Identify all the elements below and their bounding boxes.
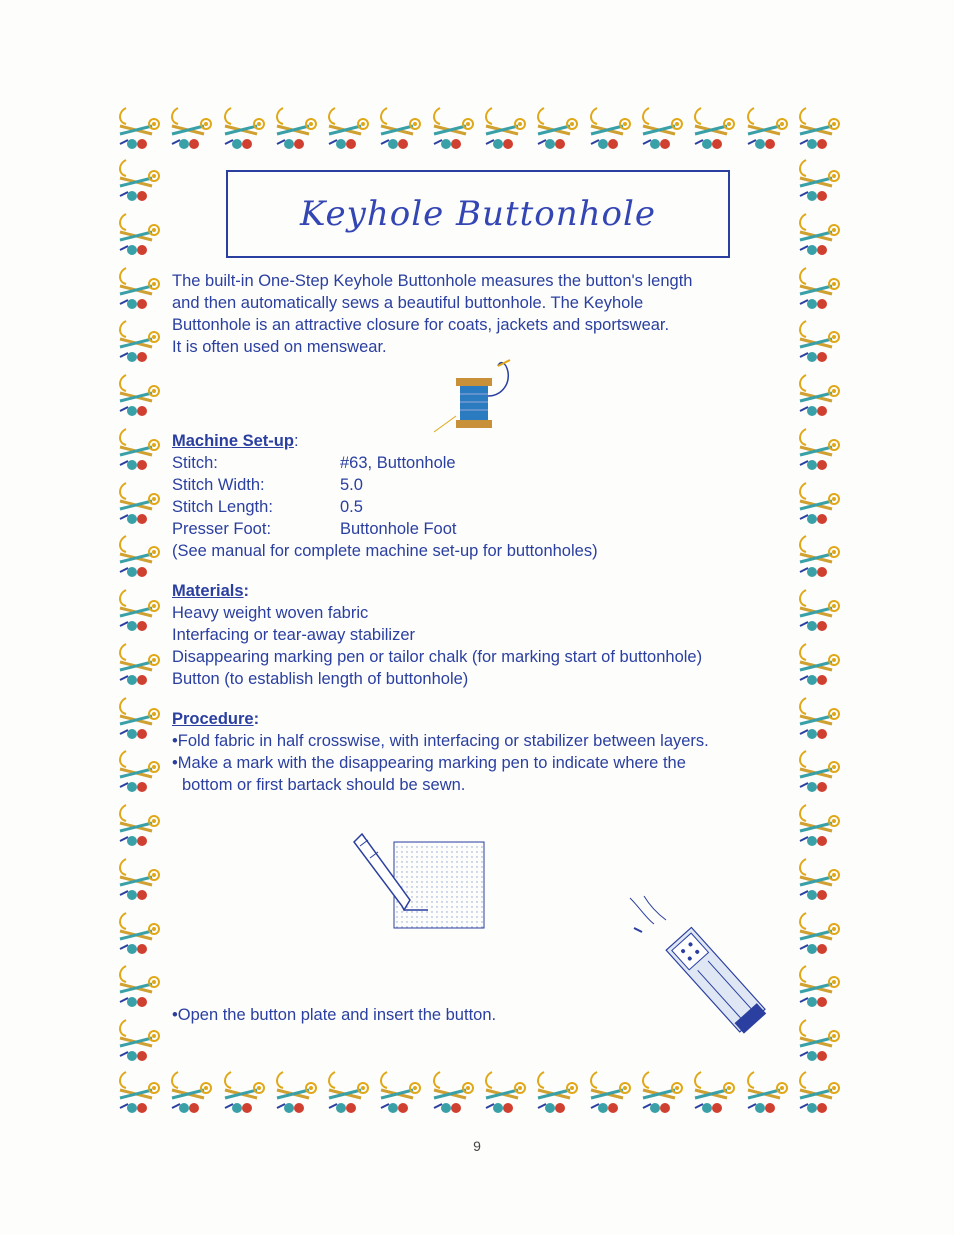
- scissors-border-icon: [792, 210, 844, 262]
- scissors-border-icon: [217, 1068, 269, 1120]
- scissors-border-icon: [792, 694, 844, 746]
- scissors-border-icon: [112, 317, 164, 369]
- scissors-border-icon: [792, 909, 844, 961]
- scissors-border-icon: [269, 1068, 321, 1120]
- scissors-border-icon: [792, 532, 844, 584]
- title-box: [226, 170, 730, 258]
- setup-row: [172, 518, 598, 540]
- scissors-border-icon: [792, 962, 844, 1014]
- scissors-border-icon: [478, 104, 530, 156]
- procedure-section: [172, 708, 709, 796]
- page-title: Keyhole Buttonhole: [300, 194, 656, 234]
- page-number: 9: [473, 1138, 481, 1154]
- scissors-border-icon: [792, 425, 844, 477]
- scissors-border-icon: [321, 1068, 373, 1120]
- material-item: Button (to establish length of buttonhole): [172, 670, 469, 688]
- scissors-border-icon: [792, 640, 844, 692]
- scissors-border-icon: [112, 371, 164, 423]
- scissors-border-icon: [792, 747, 844, 799]
- right-border: [792, 156, 844, 1068]
- scissors-border-icon: [112, 801, 164, 853]
- machine-setup-heading: Machine Set-up: [172, 432, 294, 450]
- scissors-border-icon: [635, 104, 687, 156]
- procedure-step: •Make a mark with the disappearing marking pen to indicate where the: [172, 754, 686, 772]
- scissors-border-icon: [112, 586, 164, 638]
- scissors-border-icon: [164, 104, 216, 156]
- heading-colon: :: [253, 710, 260, 728]
- scissors-border-icon: [792, 801, 844, 853]
- scissors-border-icon: [112, 694, 164, 746]
- heading-colon: :: [293, 432, 299, 450]
- scissors-border-icon: [792, 156, 844, 208]
- scissors-border-icon: [792, 264, 844, 316]
- scissors-border-icon: [583, 1068, 635, 1120]
- scissors-border-icon: [112, 747, 164, 799]
- scissors-border-icon: [530, 1068, 582, 1120]
- scissors-border-icon: [217, 104, 269, 156]
- scissors-border-icon: [112, 210, 164, 262]
- heading-colon: :: [243, 582, 250, 600]
- machine-setup-section: [172, 430, 598, 562]
- scissors-border-icon: [112, 425, 164, 477]
- intro-line: and then automatically sews a beautiful buttonhole. The Keyhole: [172, 294, 644, 312]
- procedure-step-cont: bottom or first bartack should be sewn.: [182, 776, 466, 794]
- setup-value: 5.0: [340, 476, 363, 494]
- scissors-border-icon: [740, 1068, 792, 1120]
- scissors-border-icon: [321, 104, 373, 156]
- scissors-border-icon: [687, 104, 739, 156]
- scissors-border-icon: [635, 1068, 687, 1120]
- setup-value: 0.5: [340, 498, 363, 516]
- scissors-border-icon: [112, 1016, 164, 1068]
- material-item: Disappearing marking pen or tailor chalk (for marking start of buttonhole): [172, 648, 703, 666]
- setup-label: Stitch:: [172, 454, 218, 472]
- scissors-border-icon: [792, 855, 844, 907]
- scissors-border-icon: [740, 104, 792, 156]
- scissors-border-icon: [269, 104, 321, 156]
- scissors-border-icon: [792, 371, 844, 423]
- scissors-border-icon: [792, 317, 844, 369]
- scissors-border-icon: [112, 532, 164, 584]
- scissors-border-icon: [792, 1016, 844, 1068]
- scissors-border-icon: [164, 1068, 216, 1120]
- setup-note: (See manual for complete machine set-up for buttonholes): [172, 542, 598, 560]
- scissors-border-icon: [792, 479, 844, 531]
- material-item: Interfacing or tear-away stabilizer: [172, 626, 416, 644]
- setup-value: Buttonhole Foot: [340, 520, 457, 538]
- setup-label: Stitch Length:: [172, 498, 273, 516]
- setup-row: [172, 496, 598, 518]
- setup-row: [172, 452, 598, 474]
- scissors-border-icon: [792, 1068, 844, 1120]
- marking-pen-icon: [350, 830, 490, 934]
- procedure-step: •Fold fabric in half crosswise, with interfacing or stabilizer between layers.: [172, 732, 709, 750]
- scissors-border-icon: [687, 1068, 739, 1120]
- setup-row: [172, 474, 598, 496]
- materials-heading: Materials: [172, 582, 244, 600]
- setup-label: Stitch Width:: [172, 476, 265, 494]
- procedure-step: •Open the button plate and insert the button.: [172, 1006, 497, 1024]
- materials-section: [172, 580, 702, 690]
- scissors-border-icon: [426, 1068, 478, 1120]
- intro-line: It is often used on menswear.: [172, 338, 387, 356]
- setup-value: #63, Buttonhole: [340, 454, 456, 472]
- scissors-border-icon: [112, 1068, 164, 1120]
- bottom-border: [112, 1068, 844, 1120]
- scissors-border-icon: [112, 640, 164, 692]
- left-border: [112, 156, 164, 1068]
- scissors-border-icon: [112, 962, 164, 1014]
- scissors-border-icon: [583, 104, 635, 156]
- intro-line: The built-in One-Step Keyhole Buttonhole measures the button's length: [172, 272, 693, 290]
- scissors-border-icon: [792, 586, 844, 638]
- thread-spool-icon: [430, 356, 520, 440]
- material-item: Heavy weight woven fabric: [172, 604, 369, 622]
- scissors-border-icon: [426, 104, 478, 156]
- intro-line: Buttonhole is an attractive closure for coats, jackets and sportswear.: [172, 316, 670, 334]
- scissors-border-icon: [792, 104, 844, 156]
- scissors-border-icon: [112, 479, 164, 531]
- top-border: [112, 104, 844, 156]
- scissors-border-icon: [373, 1068, 425, 1120]
- intro-paragraph: [172, 270, 692, 358]
- scissors-border-icon: [112, 909, 164, 961]
- scissors-border-icon: [112, 855, 164, 907]
- scissors-border-icon: [112, 264, 164, 316]
- setup-label: Presser Foot:: [172, 520, 272, 538]
- scissors-border-icon: [478, 1068, 530, 1120]
- scissors-border-icon: [373, 104, 425, 156]
- buttonhole-foot-icon: [620, 888, 790, 1058]
- procedure-heading: Procedure: [172, 710, 254, 728]
- scissors-border-icon: [112, 156, 164, 208]
- scissors-border-icon: [112, 104, 164, 156]
- scissors-border-icon: [530, 104, 582, 156]
